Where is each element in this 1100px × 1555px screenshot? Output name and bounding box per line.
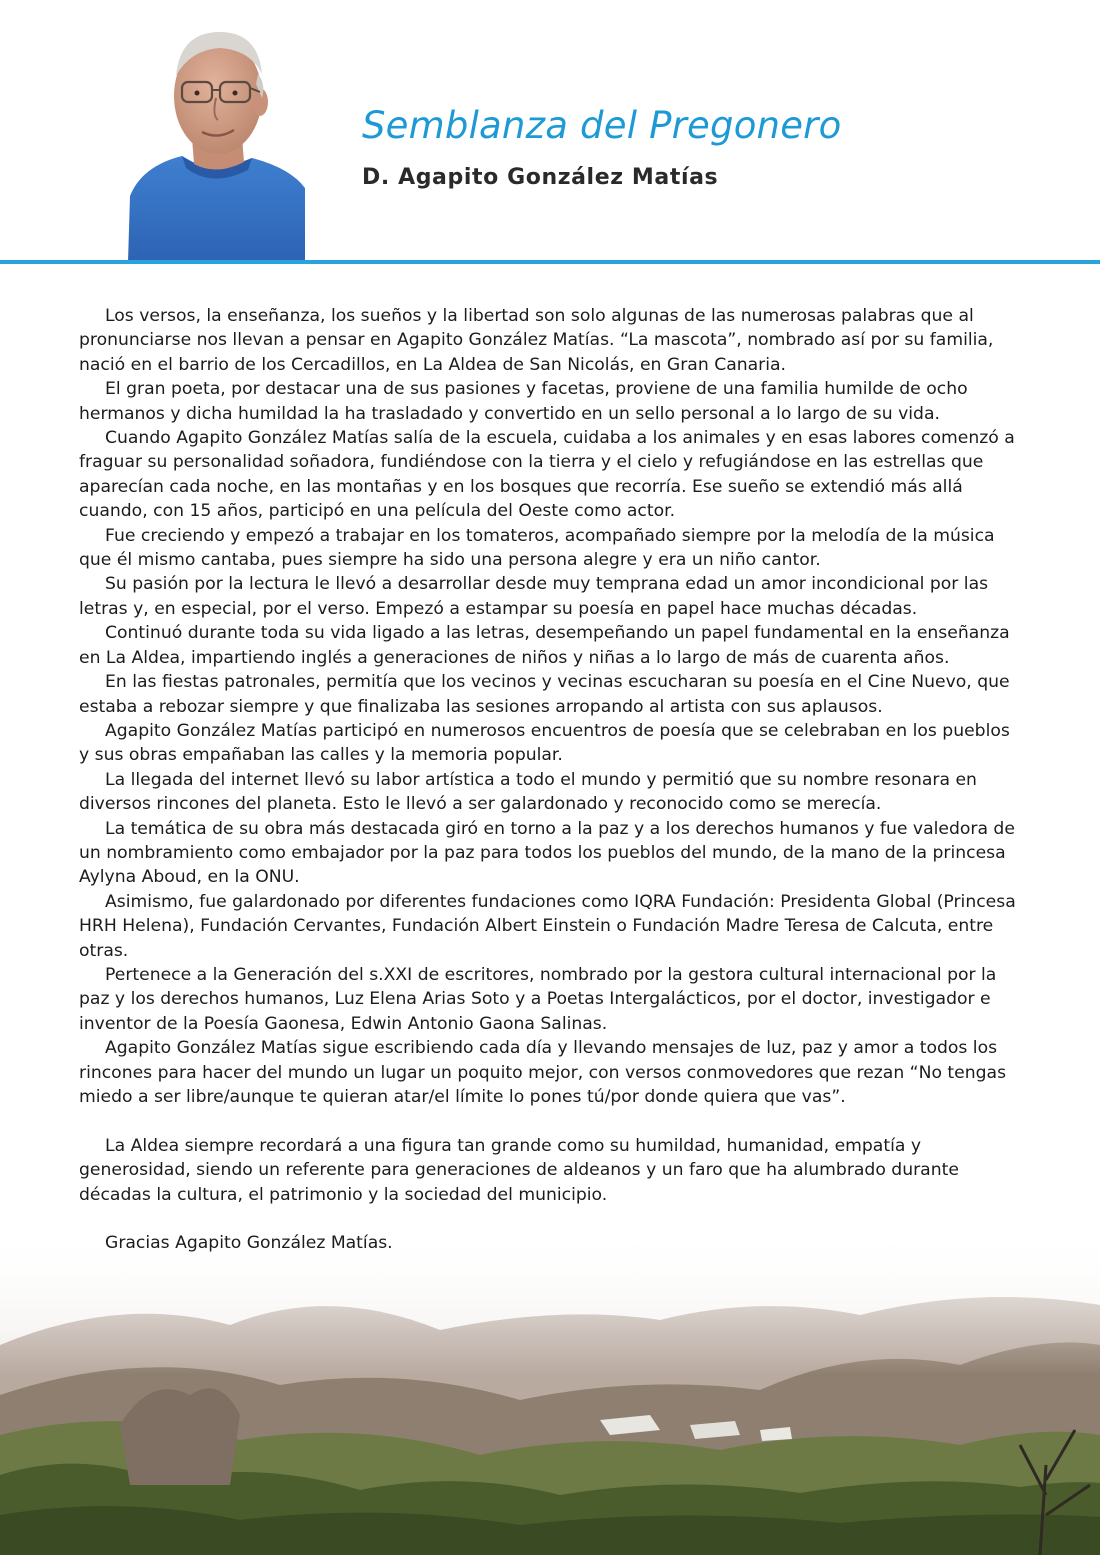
paragraph: Continuó durante toda su vida ligado a las letras, desempeñando un papel fundamental en la enseñanza en La Aldea, impartiendo inglés a generaciones de niños y niñas a lo largo de más de cuarenta años.	[79, 623, 1010, 668]
paragraph: Fue creciendo y empezó a trabajar en los tomateros, acompañado siempre por la melodía de la música que él mismo cantaba, pues siempre ha sido una persona alegre y era un niño cantor.	[79, 525, 995, 571]
paragraph: En las fiestas patronales, permitía que los vecinos y vecinas escucharan su poesía en el Cine Nuevo, que estaba a rebozar siempre y que finalizaba las sesiones arropando al artista con sus aplausos.	[79, 672, 1010, 717]
landscape-photo	[0, 1225, 1100, 1555]
header-divider	[0, 260, 1100, 264]
page-subtitle: D. Agapito González Matías	[362, 165, 719, 190]
paragraph: Agapito González Matías sigue escribiendo cada día y llevando mensajes de luz, paz y amor a todos los rincones para hacer del mundo un lugar un poquito mejor, con versos conmovedores que rezan “No tengas miedo a ser libre/aunque te quieran atar/el límite lo pones tú/por donde quiera que vas”.	[79, 1038, 1007, 1107]
thanks-line: Gracias Agapito González Matías.	[105, 1233, 393, 1254]
paragraph: Pertenece a la Generación del s.XXI de escritores, nombrado por la gestora cultural internacional por la paz y los derechos humanos, Luz Elena Arias Soto y a Poetas Intergalácticos, por el doctor, investigador e inventor de la Poesía Gaonesa, Edwin Antonio Gaona Salinas.	[79, 964, 997, 1034]
page-title: Semblanza del Pregonero	[362, 104, 842, 147]
paragraph: Agapito González Matías participó en numerosos encuentros de poesía que se celebraban en los pueblos y sus obras empañaban las calles y la memoria popular.	[79, 720, 1010, 766]
paragraph: La temática de su obra más destacada giró en torno a la paz y a los derechos humanos y fue valedora de un nombramiento como embajador por la paz para todos los pueblos del mundo, de la mano de la princesa Aylyna Aboud, en la ONU.	[79, 818, 1015, 888]
paragraph: La llegada del internet llevó su labor artística a todo el mundo y permitió que su nombre resonara en diversos rincones del planeta. Esto le llevó a ser galardonado y reconocido como se merecía.	[79, 769, 977, 815]
paragraph: Asimismo, fue galardonado por diferentes fundaciones como IQRA Fundación: Presidenta Global (Princesa HRH Helena), Fundación Cervantes, Fundación Albert Einstein o Fundación Madre Teresa de Calcuta, entre otras.	[79, 891, 1016, 961]
closing-paragraph: La Aldea siempre recordará a una figura tan grande como su humildad, humanidad, empatía y generosidad, siendo un referente para generaciones de aldeanos y un faro que ha alumbrado durante décadas la cultura, el patrimonio y la sociedad del municipio.	[79, 1135, 959, 1205]
portrait-photo	[120, 18, 305, 262]
paragraph: El gran poeta, por destacar una de sus pasiones y facetas, proviene de una familia humilde de ocho hermanos y dicha humildad la ha trasladado y convertido en un sello personal a lo largo de su vida.	[79, 379, 968, 424]
paragraph: Su pasión por la lectura le llevó a desarrollar desde muy temprana edad un amor incondicional por las letras y, en especial, por el verso. Empezó a estampar su poesía en papel hace muchas décadas.	[79, 574, 989, 619]
article-body	[79, 304, 1025, 1256]
paragraph: Cuando Agapito González Matías salía de la escuela, cuidaba a los animales y en esas labores comenzó a fraguar su personalidad soñadora, fundiéndose con la tierra y el cielo y refugiándose en las estrellas que aparecían cada noche, en las montañas y en los bosques que recorría. Ese sueño se extendió más allá cuando, con 15 años, participó en una película del Oeste como actor.	[79, 428, 1015, 522]
paragraph: Los versos, la enseñanza, los sueños y la libertad son solo algunas de las numerosas palabras que al pronunciarse nos llevan a pensar en Agapito González Matías. “La mascota”, nombrado así por su familia, nació en el barrio de los Cercadillos, en La Aldea de San Nicolás, en Gran Canaria.	[79, 306, 994, 375]
